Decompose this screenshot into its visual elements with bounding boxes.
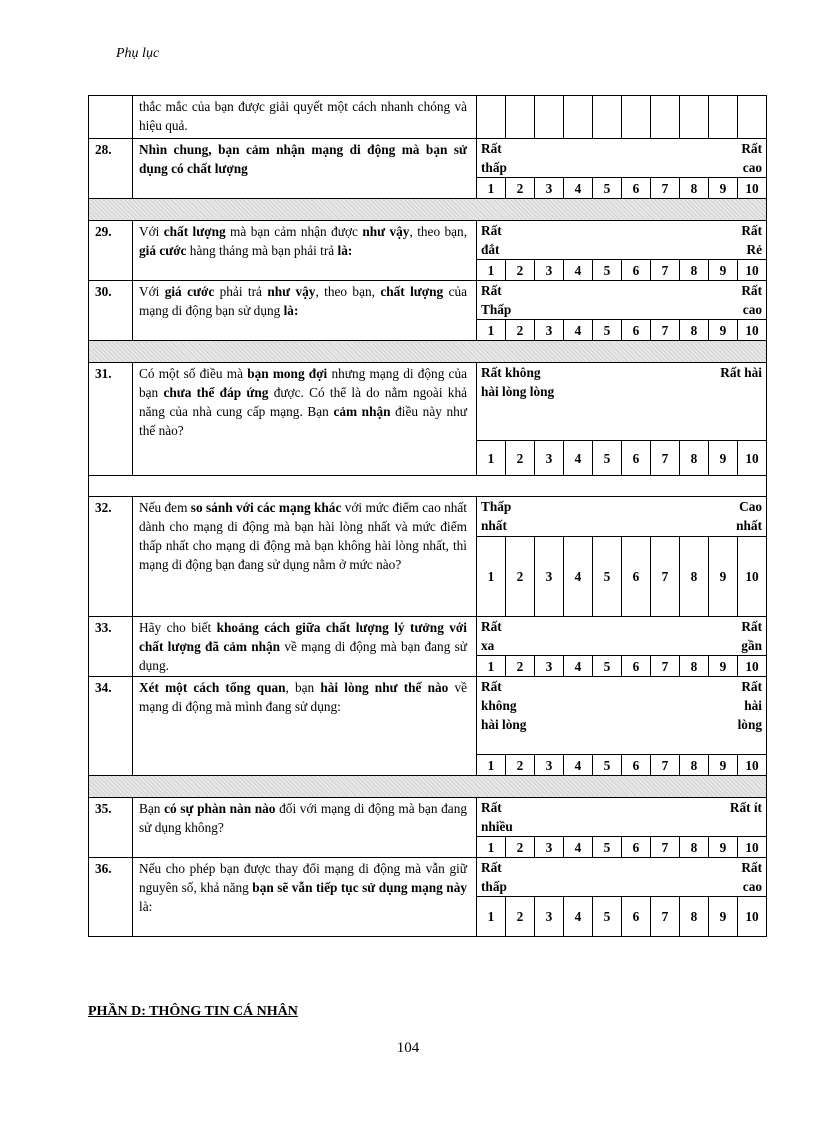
- scale-option-7[interactable]: 7: [651, 897, 680, 937]
- question-row-36: [89, 858, 767, 897]
- scale-option-4[interactable]: 4: [564, 178, 593, 199]
- scale-option-5[interactable]: 5: [593, 537, 622, 617]
- scale-option-4[interactable]: 4: [564, 537, 593, 617]
- question-row-28: [89, 139, 767, 178]
- scale-option-3[interactable]: 3: [535, 441, 564, 476]
- question-text: Có một số điều mà bạn mong đợi nhưng mạng di động của bạn chưa thể đáp ứng được. Có thể là do nằm ngoài khả năng của nhà cung cấp mạng. Bạn cảm nhận điều này như thế nào?: [133, 363, 477, 476]
- scale-low-label: Rất xa: [481, 619, 502, 653]
- question-row-32: [89, 497, 767, 537]
- scale-labels: [477, 798, 767, 837]
- question-number: [89, 96, 133, 139]
- scale-option-2[interactable]: 2: [506, 178, 535, 199]
- scale-option-8[interactable]: 8: [680, 260, 709, 281]
- scale-labels: [477, 281, 767, 320]
- scale-option-1[interactable]: 1: [477, 656, 506, 677]
- question-text: Bạn có sự phàn nàn nào đối với mạng di động mà bạn đang sử dụng không?: [133, 798, 477, 858]
- scale-labels: [477, 677, 767, 755]
- scale-option-5[interactable]: 5: [593, 837, 622, 858]
- scale-low-label: Rất Thấp: [481, 283, 512, 317]
- page-header: Phụ lục: [116, 46, 160, 61]
- scale-option-1[interactable]: 1: [477, 537, 506, 617]
- scale-option-1[interactable]: 1: [477, 320, 506, 341]
- question-row-34: [89, 677, 767, 755]
- scale-option-2[interactable]: 2: [506, 755, 535, 776]
- scale-option-9[interactable]: 9: [709, 178, 738, 199]
- scale-option-8[interactable]: 8: [680, 441, 709, 476]
- scale-high-label: Rất cao: [741, 860, 762, 894]
- question-number: 29.: [89, 221, 133, 281]
- question-number: 32.: [89, 497, 133, 617]
- question-text: Xét một cách tổng quan, bạn hài lòng như thế nào về mạng di động mà mình đang sử dụng:: [133, 677, 477, 776]
- scale-high-label: Rất cao: [741, 141, 762, 175]
- scale-option-5[interactable]: 5: [593, 178, 622, 199]
- scale-option-2[interactable]: 2: [506, 537, 535, 617]
- scale-option-7[interactable]: 7: [651, 178, 680, 199]
- scale-option-7[interactable]: 7: [651, 837, 680, 858]
- scale-option-4[interactable]: 4: [564, 755, 593, 776]
- scale-option-7[interactable]: 7: [651, 755, 680, 776]
- scale-option-1[interactable]: 1: [477, 897, 506, 937]
- empty-scale-cell: [622, 96, 651, 139]
- empty-scale-cell: [680, 96, 709, 139]
- scale-option-7[interactable]: 7: [651, 537, 680, 617]
- scale-labels: [477, 221, 767, 260]
- question-row-35: [89, 798, 767, 837]
- question-row-31: [89, 363, 767, 441]
- scale-option-10[interactable]: 10: [738, 441, 767, 476]
- scale-option-2[interactable]: 2: [506, 897, 535, 937]
- scale-option-4[interactable]: 4: [564, 897, 593, 937]
- section-title: PHẦN D: THÔNG TIN CÁ NHÂN: [88, 1004, 298, 1019]
- scale-option-6[interactable]: 6: [622, 178, 651, 199]
- scale-low-label: Thấp nhất: [481, 499, 512, 533]
- scale-high-label: Rất cao: [741, 283, 762, 317]
- separator-row: [89, 776, 767, 798]
- scale-high-label: Rất hài: [720, 365, 762, 380]
- separator-cell: [89, 341, 767, 363]
- empty-scale-cell: [709, 96, 738, 139]
- scale-option-9[interactable]: 9: [709, 656, 738, 677]
- continuation-text: thắc mắc của bạn được giải quyết một cách nhanh chóng và hiệu quả.: [133, 96, 477, 139]
- scale-option-2[interactable]: 2: [506, 837, 535, 858]
- scale-option-10[interactable]: 10: [738, 837, 767, 858]
- scale-option-7[interactable]: 7: [651, 441, 680, 476]
- scale-option-6[interactable]: 6: [622, 260, 651, 281]
- scale-option-10[interactable]: 10: [738, 755, 767, 776]
- scale-option-5[interactable]: 5: [593, 656, 622, 677]
- scale-option-7[interactable]: 7: [651, 320, 680, 341]
- scale-option-3[interactable]: 3: [535, 755, 564, 776]
- scale-option-9[interactable]: 9: [709, 441, 738, 476]
- scale-option-2[interactable]: 2: [506, 656, 535, 677]
- question-text: Nhìn chung, bạn cảm nhận mạng di động mà bạn sử dụng có chất lượng: [133, 139, 477, 199]
- scale-option-4[interactable]: 4: [564, 837, 593, 858]
- scale-option-10[interactable]: 10: [738, 178, 767, 199]
- scale-option-9[interactable]: 9: [709, 320, 738, 341]
- separator-cell: [89, 476, 767, 497]
- empty-scale-cell: [593, 96, 622, 139]
- scale-option-1[interactable]: 1: [477, 260, 506, 281]
- question-row-30: [89, 281, 767, 320]
- scale-labels: [477, 858, 767, 897]
- scale-low-label: Rất thấp: [481, 141, 507, 175]
- scale-option-6[interactable]: 6: [622, 656, 651, 677]
- scale-labels: [477, 363, 767, 441]
- scale-low-label: Rất không hài lòng lòng: [481, 365, 555, 399]
- scale-option-5[interactable]: 5: [593, 441, 622, 476]
- question-number: 35.: [89, 798, 133, 858]
- question-number: 31.: [89, 363, 133, 476]
- scale-option-3[interactable]: 3: [535, 656, 564, 677]
- scale-option-6[interactable]: 6: [622, 537, 651, 617]
- scale-option-4[interactable]: 4: [564, 656, 593, 677]
- scale-option-10[interactable]: 10: [738, 537, 767, 617]
- scale-option-8[interactable]: 8: [680, 656, 709, 677]
- question-text: Nếu cho phép bạn được thay đổi mạng di động mà vẫn giữ nguyên số, khả năng bạn sẽ vẫn tiếp tục sử dụng mạng này là:: [133, 858, 477, 937]
- empty-scale-cell: [651, 96, 680, 139]
- question-number: 28.: [89, 139, 133, 199]
- empty-scale-cell: [564, 96, 593, 139]
- scale-option-4[interactable]: 4: [564, 441, 593, 476]
- question-number: 30.: [89, 281, 133, 341]
- scale-option-4[interactable]: 4: [564, 260, 593, 281]
- scale-labels: [477, 617, 767, 656]
- question-row-33: [89, 617, 767, 656]
- empty-scale-cell: [535, 96, 564, 139]
- scale-option-8[interactable]: 8: [680, 837, 709, 858]
- scale-option-5[interactable]: 5: [593, 897, 622, 937]
- scale-option-3[interactable]: 3: [535, 837, 564, 858]
- scale-option-1[interactable]: 1: [477, 755, 506, 776]
- scale-option-9[interactable]: 9: [709, 755, 738, 776]
- question-number: 36.: [89, 858, 133, 937]
- scale-high-label: Rất Rẻ: [741, 223, 762, 257]
- empty-scale-cell: [738, 96, 767, 139]
- scale-option-2[interactable]: 2: [506, 320, 535, 341]
- scale-labels: [477, 139, 767, 178]
- empty-scale-cell: [506, 96, 535, 139]
- separator-row: [89, 199, 767, 221]
- scale-labels: [477, 497, 767, 537]
- question-text: Với giá cước phải trả như vậy, theo bạn, chất lượng của mạng di động bạn sử dụng là:: [133, 281, 477, 341]
- scale-option-9[interactable]: 9: [709, 897, 738, 937]
- scale-option-10[interactable]: 10: [738, 260, 767, 281]
- scale-option-7[interactable]: 7: [651, 656, 680, 677]
- scale-high-label: Rất hài lòng: [737, 679, 762, 732]
- scale-option-4[interactable]: 4: [564, 320, 593, 341]
- question-text: Nếu đem so sánh với các mạng khác với mức điểm cao nhất dành cho mạng di động mà bạn hài lòng nhất và mức điểm thấp nhất cho mạng di động mà bạn không hài lòng nhất, thì mạng di động bạn đang sử dụng nằm ở mức nào?: [133, 497, 477, 617]
- scale-option-3[interactable]: 3: [535, 178, 564, 199]
- page-number: 104: [396, 1040, 420, 1056]
- questionnaire-table: [88, 95, 767, 937]
- scale-high-label: Rất gần: [741, 619, 762, 653]
- scale-option-6[interactable]: 6: [622, 837, 651, 858]
- scale-option-5[interactable]: 5: [593, 260, 622, 281]
- scale-option-8[interactable]: 8: [680, 897, 709, 937]
- scale-option-6[interactable]: 6: [622, 441, 651, 476]
- continuation-row: [89, 96, 767, 139]
- scale-option-7[interactable]: 7: [651, 260, 680, 281]
- scale-option-9[interactable]: 9: [709, 837, 738, 858]
- scale-option-8[interactable]: 8: [680, 178, 709, 199]
- scale-option-2[interactable]: 2: [506, 260, 535, 281]
- scale-low-label: Rất đắt: [481, 223, 502, 257]
- question-number: 34.: [89, 677, 133, 776]
- separator-cell: [89, 199, 767, 221]
- separator-row: [89, 476, 767, 497]
- scale-low-label: Rất không hài lòng: [481, 679, 527, 732]
- scale-option-9[interactable]: 9: [709, 260, 738, 281]
- empty-scale-cell: [477, 96, 506, 139]
- question-row-29: [89, 221, 767, 260]
- scale-high-label: Rất ít: [729, 800, 762, 815]
- scale-option-1[interactable]: 1: [477, 441, 506, 476]
- scale-option-10[interactable]: 10: [738, 320, 767, 341]
- scale-option-5[interactable]: 5: [593, 320, 622, 341]
- scale-option-8[interactable]: 8: [680, 755, 709, 776]
- scale-option-1[interactable]: 1: [477, 178, 506, 199]
- scale-option-8[interactable]: 8: [680, 537, 709, 617]
- separator-cell: [89, 776, 767, 798]
- question-text: Với chất lượng mà bạn cảm nhận được như vậy, theo bạn, giá cước hàng tháng mà bạn phải trả là:: [133, 221, 477, 281]
- scale-option-3[interactable]: 3: [535, 537, 564, 617]
- scale-option-10[interactable]: 10: [738, 656, 767, 677]
- scale-option-6[interactable]: 6: [622, 755, 651, 776]
- question-number: 33.: [89, 617, 133, 677]
- scale-low-label: Rất nhiều: [481, 800, 513, 834]
- scale-option-8[interactable]: 8: [680, 320, 709, 341]
- scale-high-label: Cao nhất: [736, 499, 762, 533]
- scale-option-10[interactable]: 10: [738, 897, 767, 937]
- scale-option-3[interactable]: 3: [535, 897, 564, 937]
- scale-low-label: Rất thấp: [481, 860, 507, 894]
- scale-option-6[interactable]: 6: [622, 897, 651, 937]
- scale-option-5[interactable]: 5: [593, 755, 622, 776]
- scale-option-2[interactable]: 2: [506, 441, 535, 476]
- scale-option-3[interactable]: 3: [535, 260, 564, 281]
- scale-option-6[interactable]: 6: [622, 320, 651, 341]
- question-text: Hãy cho biết khoảng cách giữa chất lượng lý tưởng với chất lượng đã cảm nhận về mạng di động mà bạn đang sử dụng.: [133, 617, 477, 677]
- separator-row: [89, 341, 767, 363]
- scale-option-9[interactable]: 9: [709, 537, 738, 617]
- scale-option-1[interactable]: 1: [477, 837, 506, 858]
- scale-option-3[interactable]: 3: [535, 320, 564, 341]
